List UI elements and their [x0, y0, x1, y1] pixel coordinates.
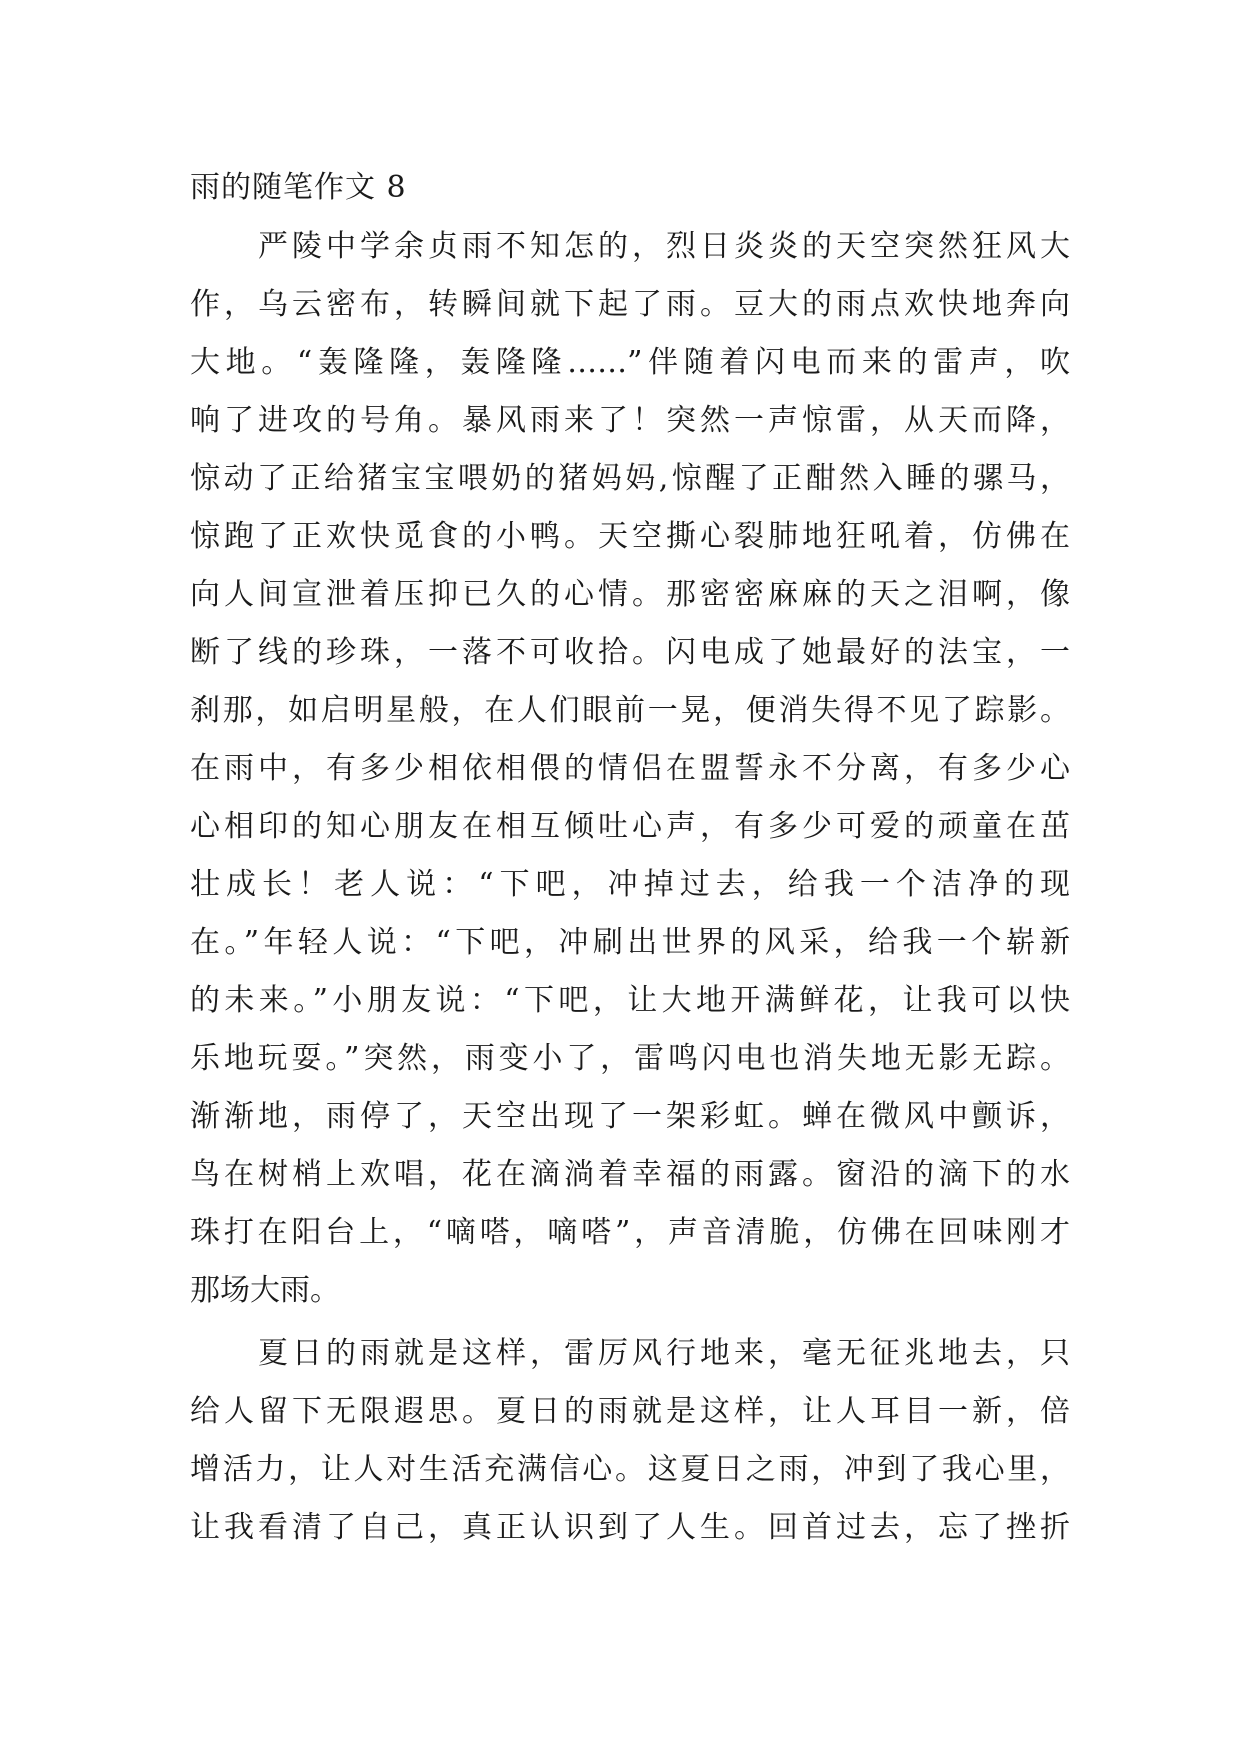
paragraph-2-line: 增活力，让人对生活充满信心。这夏日之雨，冲到了我心里，: [190, 1452, 1070, 1487]
paragraph-1-line: 那场大雨。: [190, 1273, 340, 1308]
paragraph-1-line: 心相印的知心朋友在相互倾吐心声，有多少可爱的顽童在茁: [190, 809, 1070, 844]
paragraph-1-line: 向人间宣泄着压抑已久的心情。那密密麻麻的天之泪啊，像: [190, 577, 1070, 612]
paragraph-1-line: 惊跑了正欢快觅食的小鸭。天空撕心裂肺地狂吼着，仿佛在: [190, 519, 1070, 554]
paragraph-2-line: 夏日的雨就是这样，雷厉风行地来，毫无征兆地去，只: [190, 1336, 1070, 1371]
paragraph-2-line: 让我看清了自己，真正认识到了人生。回首过去，忘了挫折: [190, 1510, 1070, 1545]
paragraph-1-line: 壮成长！老人说：“下吧，冲掉过去，给我一个洁净的现: [190, 867, 1070, 902]
paragraph-1-line: 响了进攻的号角。暴风雨来了！突然一声惊雷，从天而降，: [190, 403, 1070, 438]
paragraph-1-line: 渐渐地，雨停了，天空出现了一架彩虹。蝉在微风中颤诉，: [190, 1099, 1070, 1134]
paragraph-1-line: 断了线的珍珠，一落不可收拾。闪电成了她最好的法宝，一: [190, 635, 1070, 670]
paragraph-1-line: 作，乌云密布，转瞬间就下起了雨。豆大的雨点欢快地奔向: [190, 287, 1070, 322]
paragraph-1-line: 鸟在树梢上欢唱，花在滴淌着幸福的雨露。窗沿的滴下的水: [190, 1157, 1070, 1192]
document-title: 雨的随笔作文 8: [190, 170, 407, 205]
paragraph-2-line: 给人留下无限遐思。夏日的雨就是这样，让人耳目一新，倍: [190, 1394, 1070, 1429]
paragraph-1-line: 惊动了正给猪宝宝喂奶的猪妈妈,惊醒了正酣然入睡的骡马，: [190, 461, 1070, 496]
paragraph-1-line: 刹那，如启明星般，在人们眼前一晃，便消失得不见了踪影。: [190, 693, 1070, 728]
paragraph-1-line: 的未来。”小朋友说：“下吧，让大地开满鲜花，让我可以快: [190, 983, 1070, 1018]
paragraph-1-line: 珠打在阳台上，“嘀嗒，嘀嗒”，声音清脆，仿佛在回味刚才: [190, 1215, 1070, 1250]
paragraph-1-line: 在。”年轻人说：“下吧，冲刷出世界的风采，给我一个崭新: [190, 925, 1070, 960]
paragraph-1-line: 乐地玩耍。”突然，雨变小了，雷鸣闪电也消失地无影无踪。: [190, 1041, 1070, 1076]
paragraph-1-line: 大地。“轰隆隆，轰隆隆……”伴随着闪电而来的雷声，吹: [190, 345, 1070, 380]
paragraph-1-line: 在雨中，有多少相依相偎的情侣在盟誓永不分离，有多少心: [190, 751, 1070, 786]
paragraph-1-line: 严陵中学余贞雨不知怎的，烈日炎炎的天空突然狂风大: [190, 229, 1070, 264]
